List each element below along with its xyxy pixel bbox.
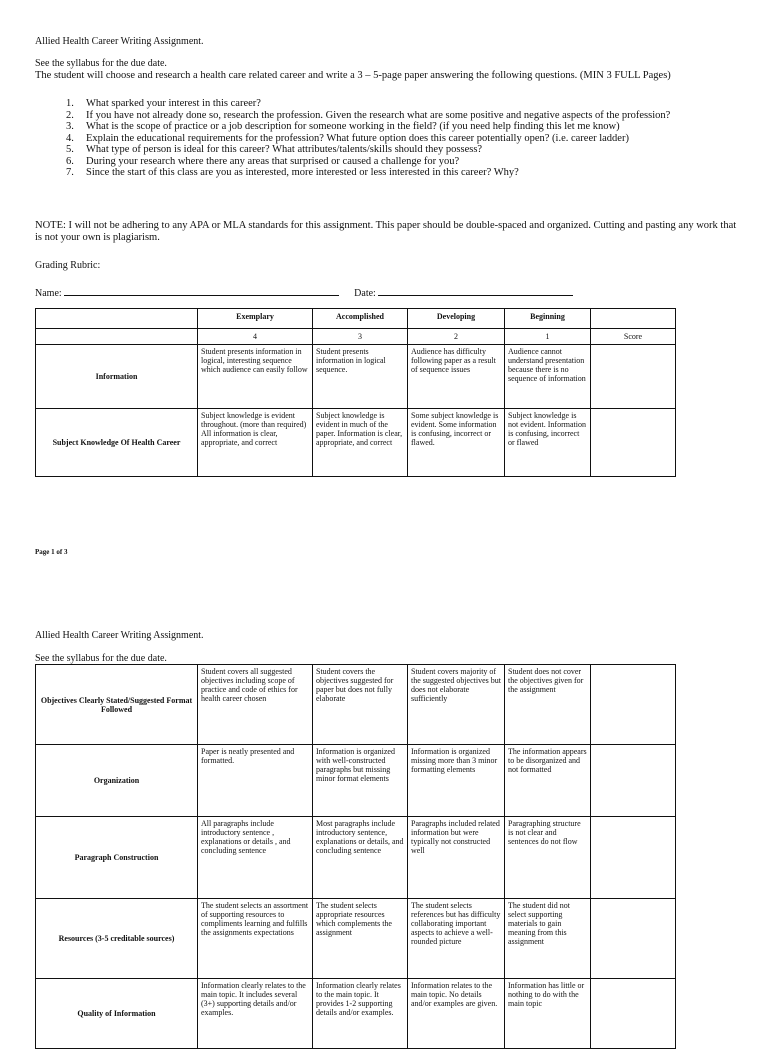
question-text: During your research where there any areas that surprised or caused a challenge for you? bbox=[86, 155, 460, 167]
score-cell[interactable] bbox=[591, 899, 676, 979]
assignment-intro: The student will choose and research a health care related career and write a 3 – 5-page paper answering the following questions. (MIN 3 FULL Pages) bbox=[35, 70, 671, 81]
question-number: 1. bbox=[66, 98, 74, 109]
question-item bbox=[66, 110, 746, 122]
criterion-resources: Resources (3-5 creditable sources) bbox=[36, 899, 198, 979]
criterion-information: Information bbox=[36, 345, 198, 409]
rubric-cell: Audience has difficulty following paper as a result of sequence issues bbox=[408, 345, 505, 409]
question-text: What is the scope of practice or a job description for someone working in the field? (if you need help finding this let me know) bbox=[86, 121, 620, 132]
question-item bbox=[66, 156, 746, 168]
document-title: Allied Health Career Writing Assignment. bbox=[35, 36, 204, 47]
rubric-cell: Some subject knowledge is evident. Some information is confusing, incorrect or flawed. bbox=[408, 409, 505, 477]
rubric-cell: Subject knowledge is evident in much of the paper. Information is clear, appropriate, and correct bbox=[313, 409, 408, 477]
question-text: Since the start of this class are you as interested, more interested or less interested in this career? Why? bbox=[86, 167, 519, 178]
rubric-cell: The student selects references but has difficulty collaborating important aspects to achieve a well-rounded picture bbox=[408, 899, 505, 979]
question-text: What sparked your interest in this career? bbox=[86, 98, 261, 109]
question-item bbox=[66, 167, 746, 179]
score-label: Score bbox=[591, 329, 676, 345]
points-3: 3 bbox=[313, 329, 408, 345]
score-cell[interactable] bbox=[591, 979, 676, 1049]
rubric-cell: Paragraphs included related information but were typically not constructed well bbox=[408, 817, 505, 899]
rubric-row-organization bbox=[36, 745, 676, 817]
score-header-blank bbox=[591, 309, 676, 329]
rubric-cell: The information appears to be disorganized and not formatted bbox=[505, 745, 591, 817]
rubric-cell: Information clearly relates to the main topic. It provides 1-2 supporting details and/or examples. bbox=[313, 979, 408, 1049]
question-text: What type of person is ideal for this career? What attributes/talents/skills should they possess? bbox=[86, 144, 483, 155]
due-date-note: See the syllabus for the due date. bbox=[35, 58, 167, 69]
question-number: 7. bbox=[66, 167, 74, 178]
level-developing: Developing bbox=[408, 309, 505, 329]
score-cell[interactable] bbox=[591, 345, 676, 409]
rubric-cell: Student presents information in logical, interesting sequence which audience can easily follow bbox=[198, 345, 313, 409]
score-cell[interactable] bbox=[591, 409, 676, 477]
rubric-cell: Information clearly relates to the main topic. It includes several (3+) supporting details and/or examples. bbox=[198, 979, 313, 1049]
level-beginning: Beginning bbox=[505, 309, 591, 329]
rubric-corner-cell bbox=[36, 309, 198, 329]
name-date-row bbox=[35, 286, 573, 299]
question-number: 2. bbox=[66, 109, 74, 121]
rubric-cell: Information has little or nothing to do with the main topic bbox=[505, 979, 591, 1049]
rubric-cell: Paper is neatly presented and formatted. bbox=[198, 745, 313, 817]
points-row-label-blank bbox=[36, 329, 198, 345]
question-text: If you have not already done so, research the profession. Given the research what are some positive and negative aspects of the profession? bbox=[86, 109, 671, 121]
points-1: 1 bbox=[505, 329, 591, 345]
page-number: Page 1 of 3 bbox=[35, 548, 68, 556]
criterion-organization: Organization bbox=[36, 745, 198, 817]
criterion-subject-knowledge: Subject Knowledge Of Health Career bbox=[36, 409, 198, 477]
rubric-level-header-row bbox=[36, 309, 676, 329]
rubric-cell: The student selects an assortment of supporting resources to compliments learning and fulfills the assignments expectations bbox=[198, 899, 313, 979]
rubric-points-row bbox=[36, 329, 676, 345]
due-date-note: See the syllabus for the due date. bbox=[35, 653, 167, 664]
question-number: 6. bbox=[66, 155, 74, 167]
question-item bbox=[66, 133, 746, 145]
rubric-cell: Information relates to the main topic. No details and/or examples are given. bbox=[408, 979, 505, 1049]
rubric-cell: Subject knowledge is evident throughout. (more than required) All information is clear, appropriate, and correct bbox=[198, 409, 313, 477]
note-paragraph: NOTE: I will not be adhering to any APA or MLA standards for this assignment. This paper should be double-spaced and organized. Cutting and pasting any work that is not your own is plagiarism. bbox=[35, 220, 737, 243]
rubric-cell: All paragraphs include introductory sentence , explanations or details , and concluding sentence bbox=[198, 817, 313, 899]
date-line[interactable] bbox=[378, 286, 573, 296]
rubric-cell: Paragraphing structure is not clear and sentences do not flow bbox=[505, 817, 591, 899]
rubric-cell: Student covers the objectives suggested for paper but does not fully elaborate bbox=[313, 665, 408, 745]
rubric-row-paragraph-construction bbox=[36, 817, 676, 899]
points-4: 4 bbox=[198, 329, 313, 345]
rubric-cell: Information is organized missing more than 3 minor formatting elements bbox=[408, 745, 505, 817]
rubric-cell: Student covers majority of the suggested objectives but does not elaborate sufficiently bbox=[408, 665, 505, 745]
question-number: 4. bbox=[66, 132, 74, 144]
question-item bbox=[66, 121, 746, 133]
level-accomplished: Accomplished bbox=[313, 309, 408, 329]
name-line[interactable] bbox=[64, 286, 339, 296]
criterion-objectives: Objectives Clearly Stated/Suggested Format Followed bbox=[36, 665, 198, 745]
score-cell[interactable] bbox=[591, 817, 676, 899]
rubric-cell: The student did not select supporting materials to gain meaning from this assignment bbox=[505, 899, 591, 979]
score-cell[interactable] bbox=[591, 745, 676, 817]
rubric-row-information bbox=[36, 345, 676, 409]
rubric-cell: Student does not cover the objectives given for the assignment bbox=[505, 665, 591, 745]
date-label: Date: bbox=[354, 288, 376, 299]
rubric-table-1 bbox=[35, 308, 676, 477]
criterion-quality-of-information: Quality of Information bbox=[36, 979, 198, 1049]
question-list bbox=[66, 98, 746, 179]
question-number: 5. bbox=[66, 144, 74, 155]
question-number: 3. bbox=[66, 121, 74, 132]
question-item bbox=[66, 98, 746, 110]
level-exemplary: Exemplary bbox=[198, 309, 313, 329]
rubric-row-objectives bbox=[36, 665, 676, 745]
document-title: Allied Health Career Writing Assignment. bbox=[35, 630, 204, 641]
rubric-cell: Information is organized with well-constructed paragraphs but missing minor format elements bbox=[313, 745, 408, 817]
rubric-cell: Subject knowledge is not evident. Information is confusing, incorrect or flawed bbox=[505, 409, 591, 477]
criterion-paragraph-construction: Paragraph Construction bbox=[36, 817, 198, 899]
rubric-cell: Student covers all suggested objectives including scope of practice and code of ethics for health career chosen bbox=[198, 665, 313, 745]
rubric-cell: Audience cannot understand presentation because there is no sequence of information bbox=[505, 345, 591, 409]
question-item bbox=[66, 144, 746, 156]
rubric-cell: Most paragraphs include introductory sentence, explanations or details, and concluding sentence bbox=[313, 817, 408, 899]
score-cell[interactable] bbox=[591, 665, 676, 745]
points-2: 2 bbox=[408, 329, 505, 345]
rubric-row-subject-knowledge bbox=[36, 409, 676, 477]
rubric-row-quality-of-information bbox=[36, 979, 676, 1049]
rubric-cell: Student presents information in logical sequence. bbox=[313, 345, 408, 409]
rubric-cell: The student selects appropriate resources which complements the assignment bbox=[313, 899, 408, 979]
question-text: Explain the educational requirements for the profession? What future option does this career potentially open? (i.e. career ladder) bbox=[86, 132, 629, 144]
grading-rubric-label: Grading Rubric: bbox=[35, 260, 101, 271]
rubric-table-2 bbox=[35, 664, 676, 1049]
name-label: Name: bbox=[35, 288, 62, 299]
rubric-row-resources bbox=[36, 899, 676, 979]
